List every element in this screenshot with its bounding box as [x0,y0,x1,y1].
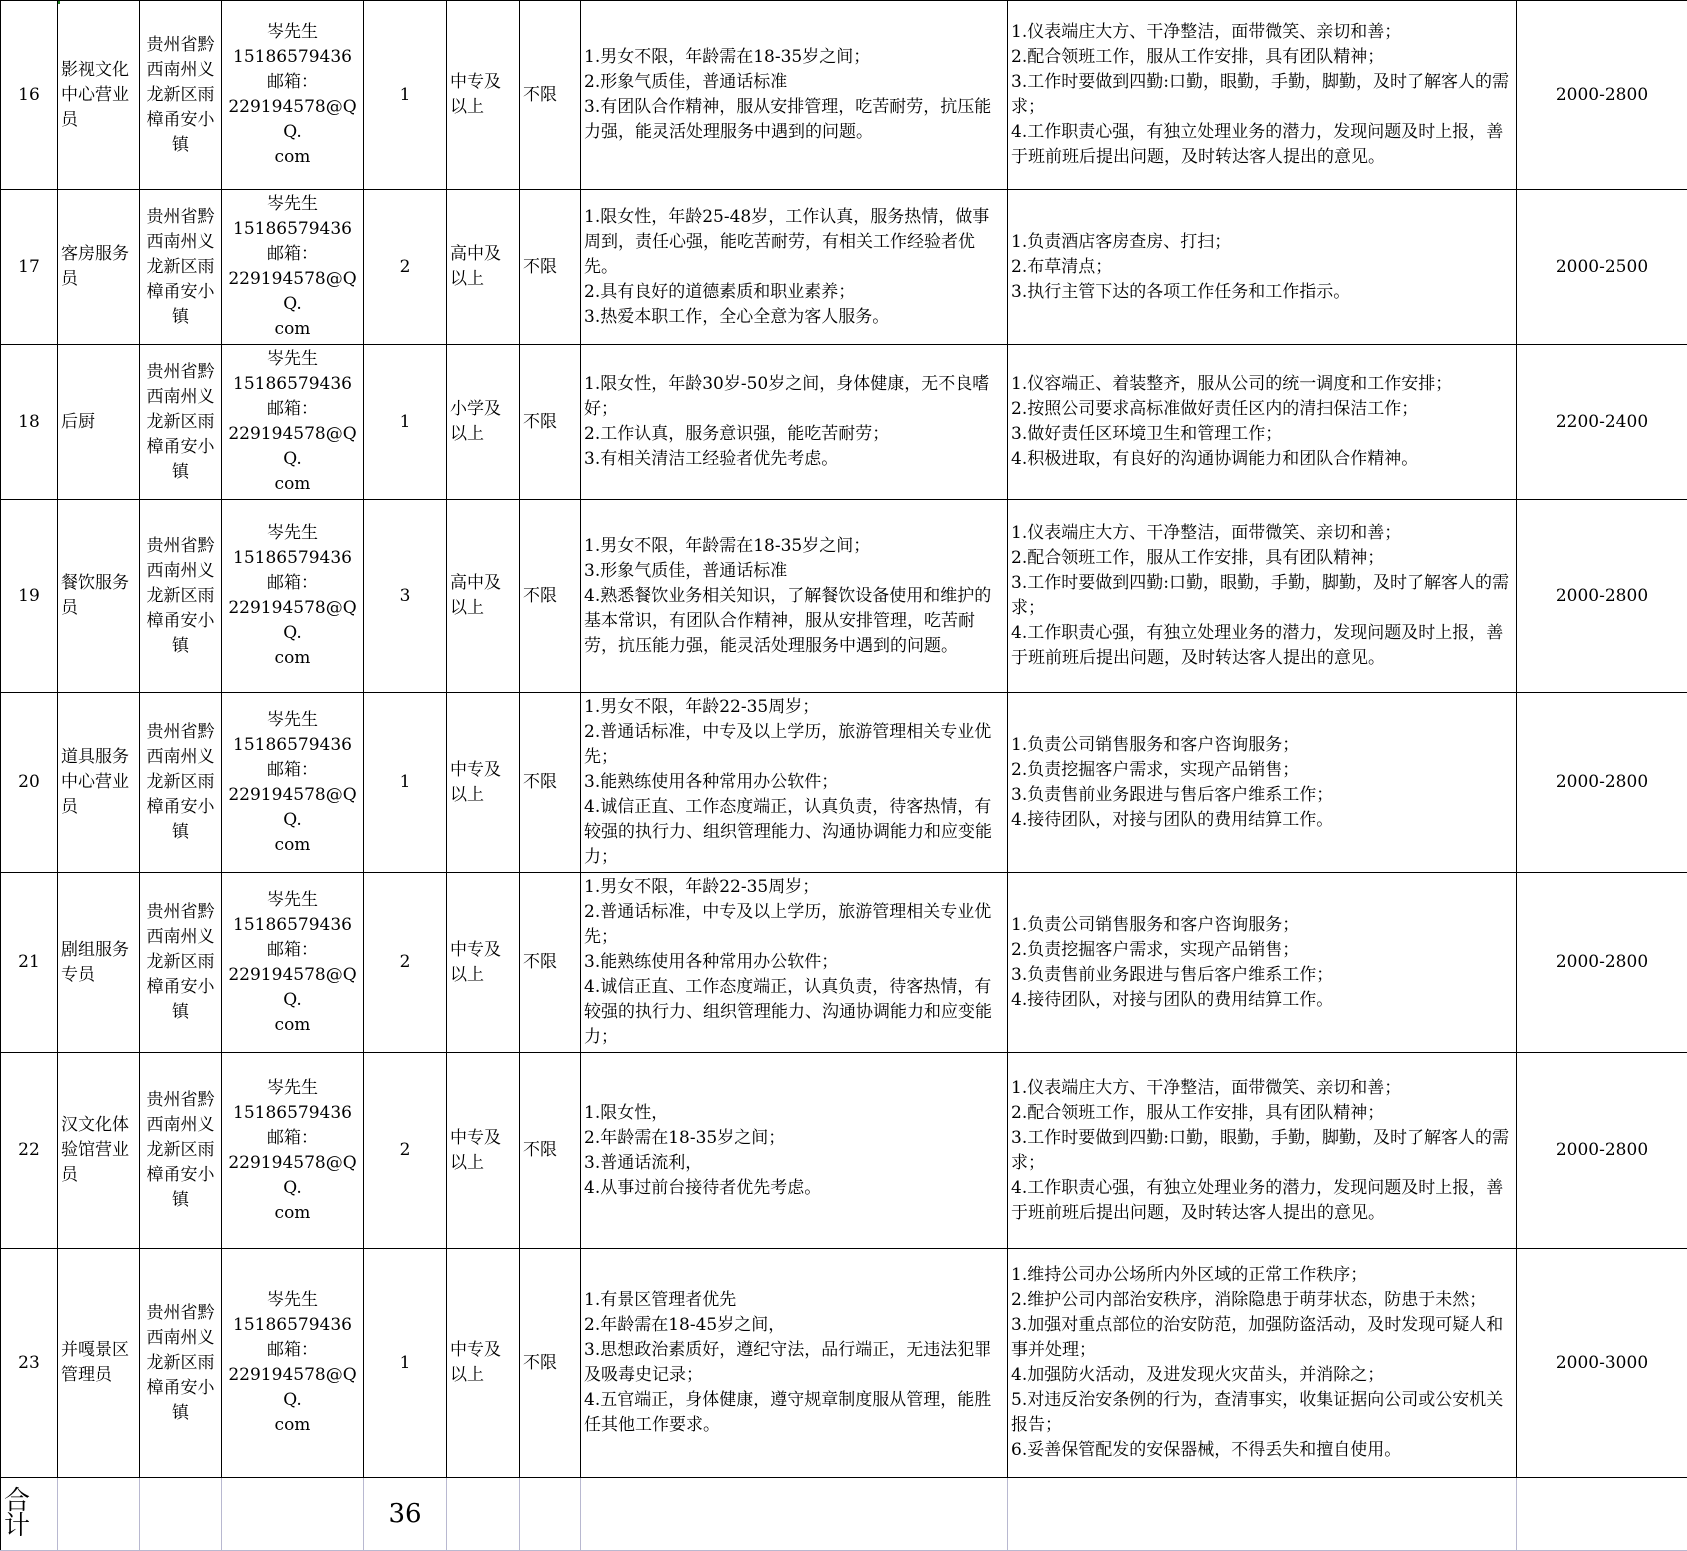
requirement-item: 3.思想政治素质好，遵纪守法，品行端正，无违法犯罪及吸毒史记录； [584,1338,1004,1388]
contact-line: 229194578@QQ. [225,1363,360,1413]
empty-cell [447,1478,520,1551]
contact-line: 229194578@QQ. [225,422,360,472]
education-requirement: 高中及以上 [447,190,520,345]
table-row [1,693,1687,873]
salary-range: 2000-2500 [1517,190,1687,345]
duty-item: 1.负责公司销售服务和客户咨询服务； [1011,733,1513,758]
contact-info [222,1053,364,1249]
contact-info [222,1249,364,1478]
contact-line: 邮箱： [225,571,360,596]
requirement-item: 1.限女性，年龄25-48岁，工作认真，服务热情，做事周到，责任心强，能吃苦耐劳，有相关工作经验者优先。 [584,205,1004,280]
table-row [1,190,1687,345]
job-duties [1008,873,1517,1053]
requirement-item: 4.熟悉餐饮业务相关知识，了解餐饮设备使用和维护的基本常识，有团队合作精神，服从安排管理，吃苦耐劳，抗压能力强，能灵活处理服务中遇到的问题。 [584,584,1004,659]
contact-line: com [225,317,360,342]
duty-item: 1.仪表端庄大方、干净整洁，面带微笑、亲切和善； [1011,521,1513,546]
duty-item: 2.负责挖掘客户需求，实现产品销售； [1011,758,1513,783]
requirement-item: 4.诚信正直、工作态度端正，认真负责，待客热情，有较强的执行力、组织管理能力、沟通协调能力和应变能力； [584,975,1004,1050]
duty-item: 3.加强对重点部位的治安防范，加强防盗活动，及时发现可疑人和事并处理； [1011,1313,1513,1363]
contact-info [222,345,364,500]
contact-line: com [225,833,360,858]
job-requirements [581,345,1008,500]
requirement-item: 1.有景区管理者优先 [584,1288,1004,1313]
hiring-count: 1 [364,693,447,873]
major-requirement: 不限 [520,1053,581,1249]
requirement-item: 1.男女不限，年龄22-35周岁； [584,875,1004,900]
work-location: 贵州省黔西南州义龙新区雨樟甬安小镇 [140,190,222,345]
requirement-item: 1.男女不限，年龄需在18-35岁之间； [584,534,1004,559]
job-requirements [581,1,1008,190]
position-name: 剧组服务专员 [58,873,140,1053]
row-number: 22 [1,1053,58,1249]
contact-line: 邮箱： [225,1126,360,1151]
total-row [1,1478,1687,1551]
duty-item: 4.工作职责心强，有独立处理业务的潜力，发现问题及时上报，善于班前班后提出问题，及时转达客人提出的意见。 [1011,621,1513,671]
duty-item: 3.执行主管下达的各项工作任务和工作指示。 [1011,280,1513,305]
requirement-item: 2.普通话标准，中专及以上学历，旅游管理相关专业优先； [584,900,1004,950]
education-requirement: 中专及以上 [447,1,520,190]
row-number: 21 [1,873,58,1053]
salary-range: 2000-2800 [1517,693,1687,873]
work-location: 贵州省黔西南州义龙新区雨樟甬安小镇 [140,693,222,873]
duty-item: 4.工作职责心强，有独立处理业务的潜力，发现问题及时上报，善于班前班后提出问题，及时转达客人提出的意见。 [1011,1176,1513,1226]
duty-item: 2.布草清点； [1011,255,1513,280]
requirement-item: 2.年龄需在18-45岁之间， [584,1313,1004,1338]
contact-line: 岑先生 [225,888,360,913]
duty-item: 1.负责酒店客房查房、打扫； [1011,230,1513,255]
table-row [1,1249,1687,1478]
salary-range: 2000-2800 [1517,500,1687,693]
requirement-item: 2.年龄需在18-35岁之间； [584,1126,1004,1151]
contact-info [222,1,364,190]
education-requirement: 中专及以上 [447,693,520,873]
contact-line: 15186579436 [225,372,360,397]
duty-item: 1.仪表端庄大方、干净整洁，面带微笑、亲切和善； [1011,1076,1513,1101]
duty-item: 6.妥善保管配发的安保器械，不得丢失和擅自使用。 [1011,1438,1513,1463]
hiring-count: 3 [364,500,447,693]
contact-line: 邮箱： [225,758,360,783]
requirement-item: 2.普通话标准，中专及以上学历，旅游管理相关专业优先； [584,720,1004,770]
empty-cell [520,1478,581,1551]
requirement-item: 2.工作认真，服务意识强，能吃苦耐劳； [584,422,1004,447]
job-requirements [581,1053,1008,1249]
row-number: 17 [1,190,58,345]
contact-line: 岑先生 [225,521,360,546]
contact-line: 15186579436 [225,913,360,938]
duty-item: 4.加强防火活动，及进发现火灾苗头，并消除之； [1011,1363,1513,1388]
education-requirement: 中专及以上 [447,1249,520,1478]
duty-item: 3.负责售前业务跟进与售后客户维系工作； [1011,963,1513,988]
requirement-item: 1.限女性，年龄30岁-50岁之间，身体健康，无不良嗜好； [584,372,1004,422]
duty-item: 4.接待团队，对接与团队的费用结算工作。 [1011,808,1513,833]
contact-line: 邮箱： [225,397,360,422]
duty-item: 2.配合领班工作，服从工作安排，具有团队精神； [1011,546,1513,571]
position-name: 后厨 [58,345,140,500]
job-duties [1008,1249,1517,1478]
position-name: 并嘎景区管理员 [58,1249,140,1478]
row-number: 20 [1,693,58,873]
requirement-item: 2.具有良好的道德素质和职业素养； [584,280,1004,305]
row-number: 18 [1,345,58,500]
contact-line: 岑先生 [225,192,360,217]
salary-range: 2000-2800 [1517,873,1687,1053]
contact-line: 邮箱： [225,1338,360,1363]
requirement-item: 3.形象气质佳，普通话标准 [584,559,1004,584]
table-row [1,500,1687,693]
row-number: 23 [1,1249,58,1478]
hiring-count: 2 [364,190,447,345]
requirement-item: 3.有相关清洁工经验者优先考虑。 [584,447,1004,472]
contact-line: 229194578@QQ. [225,95,360,145]
duty-item: 4.积极进取，有良好的沟通协调能力和团队合作精神。 [1011,447,1513,472]
salary-range: 2000-3000 [1517,1249,1687,1478]
table-row [1,1,1687,190]
job-duties [1008,1053,1517,1249]
requirement-item: 3.普通话流利， [584,1151,1004,1176]
duty-item: 2.配合领班工作，服从工作安排，具有团队精神； [1011,1101,1513,1126]
major-requirement: 不限 [520,873,581,1053]
work-location: 贵州省黔西南州义龙新区雨樟甬安小镇 [140,1249,222,1478]
contact-line: 岑先生 [225,708,360,733]
empty-cell [581,1478,1008,1551]
hiring-count: 1 [364,1249,447,1478]
salary-range: 2000-2800 [1517,1,1687,190]
job-duties [1008,500,1517,693]
duty-item: 3.做好责任区环境卫生和管理工作； [1011,422,1513,447]
duty-item: 1.维持公司办公场所内外区域的正常工作秩序； [1011,1263,1513,1288]
requirement-item: 4.从事过前台接待者优先考虑。 [584,1176,1004,1201]
requirement-item: 3.有团队合作精神，服从安排管理，吃苦耐劳，抗压能力强，能灵活处理服务中遇到的问题。 [584,95,1004,145]
empty-cell [140,1478,222,1551]
contact-info [222,190,364,345]
major-requirement: 不限 [520,500,581,693]
contact-line: 邮箱： [225,70,360,95]
work-location: 贵州省黔西南州义龙新区雨樟甬安小镇 [140,500,222,693]
education-requirement: 中专及以上 [447,1053,520,1249]
requirement-item: 2.形象气质佳，普通话标准 [584,70,1004,95]
contact-line: 岑先生 [225,1288,360,1313]
total-label: 合计 [1,1478,58,1551]
contact-line: com [225,1013,360,1038]
table-row [1,873,1687,1053]
duty-item: 3.负责售前业务跟进与售后客户维系工作； [1011,783,1513,808]
requirement-item: 1.男女不限，年龄需在18-35岁之间； [584,45,1004,70]
duty-item: 1.仪容端正、着装整齐，服从公司的统一调度和工作安排； [1011,372,1513,397]
education-requirement: 高中及以上 [447,500,520,693]
position-name: 道具服务中心营业员 [58,693,140,873]
duty-item: 4.工作职责心强，有独立处理业务的潜力，发现问题及时上报，善于班前班后提出问题，及时转达客人提出的意见。 [1011,120,1513,170]
salary-range: 2000-2800 [1517,1053,1687,1249]
contact-line: 229194578@QQ. [225,596,360,646]
row-number: 16 [1,1,58,190]
duty-item: 2.负责挖掘客户需求，实现产品销售； [1011,938,1513,963]
contact-line: com [225,472,360,497]
contact-line: com [225,145,360,170]
requirement-item: 3.能熟练使用各种常用办公软件； [584,770,1004,795]
major-requirement: 不限 [520,693,581,873]
requirement-item: 1.限女性， [584,1101,1004,1126]
contact-line: 岑先生 [225,1076,360,1101]
duty-item: 2.维护公司内部治安秩序，消除隐患于萌芽状态，防患于未然； [1011,1288,1513,1313]
job-duties [1008,190,1517,345]
education-requirement: 中专及以上 [447,873,520,1053]
major-requirement: 不限 [520,1249,581,1478]
duty-item: 3.工作时要做到四勤:口勤，眼勤，手勤，脚勤，及时了解客人的需求； [1011,571,1513,621]
position-name: 餐饮服务员 [58,500,140,693]
duty-item: 5.对违反治安条例的行为，查清事实，收集证据向公司或公安机关报告； [1011,1388,1513,1438]
contact-info [222,693,364,873]
contact-line: 邮箱： [225,938,360,963]
contact-line: com [225,1201,360,1226]
hiring-count: 1 [364,1,447,190]
job-requirements [581,190,1008,345]
contact-line: 229194578@QQ. [225,1151,360,1201]
job-requirements [581,693,1008,873]
contact-line: 邮箱： [225,242,360,267]
requirement-item: 1.男女不限，年龄22-35周岁； [584,695,1004,720]
duty-item: 1.仪表端庄大方、干净整洁，面带微笑、亲切和善； [1011,20,1513,45]
major-requirement: 不限 [520,1,581,190]
requirement-item: 4.五官端正，身体健康，遵守规章制度服从管理，能胜任其他工作要求。 [584,1388,1004,1438]
hiring-count: 2 [364,1053,447,1249]
major-requirement: 不限 [520,190,581,345]
empty-cell [222,1478,364,1551]
major-requirement: 不限 [520,345,581,500]
contact-line: 229194578@QQ. [225,267,360,317]
work-location: 贵州省黔西南州义龙新区雨樟甬安小镇 [140,345,222,500]
contact-line: 15186579436 [225,733,360,758]
empty-cell [58,1478,140,1551]
duty-item: 3.工作时要做到四勤:口勤，眼勤，手勤，脚勤，及时了解客人的需求； [1011,1126,1513,1176]
requirement-item: 3.热爱本职工作，全心全意为客人服务。 [584,305,1004,330]
table-row [1,1053,1687,1249]
job-duties [1008,345,1517,500]
requirement-item: 4.诚信正直、工作态度端正，认真负责，待客热情，有较强的执行力、组织管理能力、沟通协调能力和应变能力； [584,795,1004,870]
contact-line: 15186579436 [225,45,360,70]
contact-line: 229194578@QQ. [225,963,360,1013]
job-duties [1008,693,1517,873]
contact-line: 15186579436 [225,546,360,571]
contact-line: com [225,646,360,671]
job-requirements [581,1249,1008,1478]
empty-cell [1517,1478,1687,1551]
position-name: 客房服务员 [58,190,140,345]
contact-line: 岑先生 [225,347,360,372]
empty-cell [1008,1478,1517,1551]
duty-item: 1.负责公司销售服务和客户咨询服务； [1011,913,1513,938]
duty-item: 2.按照公司要求高标准做好责任区内的清扫保洁工作； [1011,397,1513,422]
table-row [1,345,1687,500]
job-requirements [581,500,1008,693]
hiring-count: 2 [364,873,447,1053]
position-name: 影视文化中心营业员 [58,1,140,190]
work-location: 贵州省黔西南州义龙新区雨樟甬安小镇 [140,873,222,1053]
contact-line: 15186579436 [225,1313,360,1338]
contact-info [222,873,364,1053]
salary-range: 2200-2400 [1517,345,1687,500]
row-number: 19 [1,500,58,693]
duty-item: 4.接待团队，对接与团队的费用结算工作。 [1011,988,1513,1013]
job-duties [1008,1,1517,190]
duty-item: 2.配合领班工作，服从工作安排，具有团队精神； [1011,45,1513,70]
job-requirements [581,873,1008,1053]
contact-line: 15186579436 [225,217,360,242]
education-requirement: 小学及以上 [447,345,520,500]
contact-line: 15186579436 [225,1101,360,1126]
contact-line: 岑先生 [225,20,360,45]
hiring-count: 1 [364,345,447,500]
contact-line: com [225,1413,360,1438]
work-location: 贵州省黔西南州义龙新区雨樟甬安小镇 [140,1053,222,1249]
work-location: 贵州省黔西南州义龙新区雨樟甬安小镇 [140,1,222,190]
requirement-item: 3.能熟练使用各种常用办公软件； [584,950,1004,975]
total-value: 36 [364,1478,447,1551]
contact-line: 229194578@QQ. [225,783,360,833]
position-name: 汉文化体验馆营业员 [58,1053,140,1249]
duty-item: 3.工作时要做到四勤:口勤，眼勤，手勤，脚勤，及时了解客人的需求； [1011,70,1513,120]
contact-info [222,500,364,693]
